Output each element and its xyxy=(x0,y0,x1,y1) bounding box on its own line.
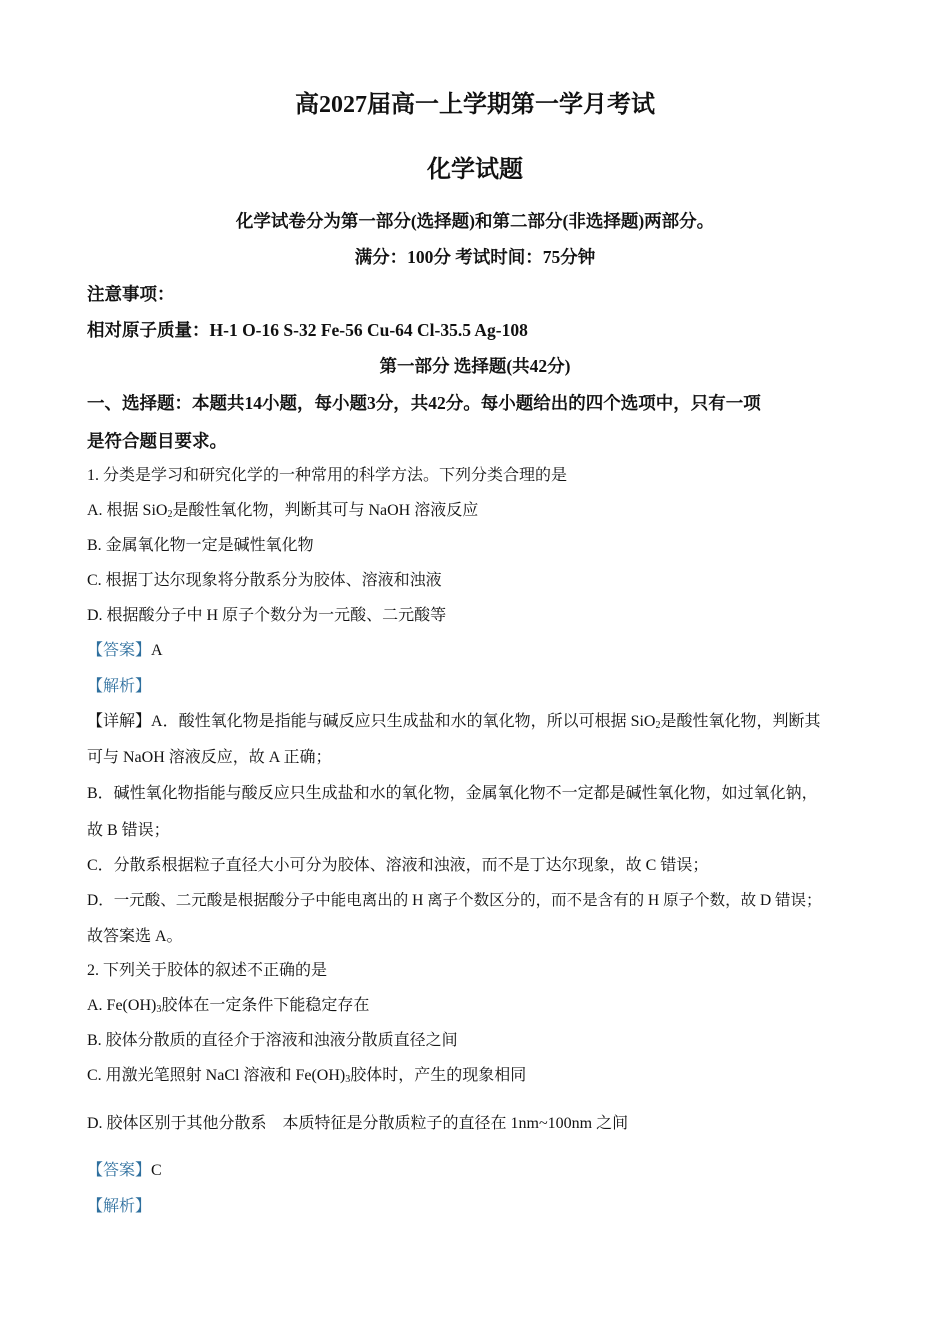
q1-detail-d: D．一元酸、二元酸是根据酸分子中能电离出的 H 离子个数区分的，而不是含有的 H 原子个数，故 D 错误； xyxy=(87,892,822,909)
q2-option-c-text-2: 胶体时，产生的现象相同 xyxy=(350,1067,527,1084)
q2-option-a xyxy=(87,996,870,1016)
exam-intro: 化学试卷分为第一部分(选择题)和第二部分(非选择题)两部分。 xyxy=(235,211,715,231)
q2-answer xyxy=(87,1161,870,1181)
notes-label: 注意事项： xyxy=(87,284,175,304)
q1-option-a-subscript: 2 xyxy=(167,509,173,520)
q2-option-a-text-2: 胶体在一定条件下能稳定存在 xyxy=(161,997,370,1014)
q1-option-a-text: A. 根据 SiO xyxy=(87,502,168,519)
part1-instruction-2: 是符合题目要求。 xyxy=(87,431,227,451)
q2-option-c-text: C. 用激光笔照射 NaCl 溶液和 Fe(OH) xyxy=(87,1067,346,1084)
detail-tag: 【详解】 xyxy=(87,713,152,730)
analysis-tag: 【解析】 xyxy=(87,678,152,695)
q2-option-c xyxy=(87,1066,870,1086)
analysis-tag: 【解析】 xyxy=(87,1198,152,1215)
atomic-mass: 相对原子质量：H-1 O-16 S-32 Fe-56 Cu-64 Cl-35.5 Ag-108 xyxy=(87,320,528,340)
answer-tag: 【答案】 xyxy=(87,1162,152,1179)
q2-option-d: D. 胶体区别于其他分散系 本质特征是分散质粒子的直径在 1nm~100nm 之间 xyxy=(87,1115,629,1132)
q1-answer xyxy=(87,641,870,661)
q1-answer-value: A xyxy=(151,642,163,659)
q1-conclusion: 故答案选 A。 xyxy=(87,928,183,945)
score-time: 满分：100分 考试时间：75分钟 xyxy=(354,247,596,267)
q2-answer-value: C xyxy=(151,1162,162,1179)
q1-detail-c: C．分散系根据粒子直径大小可分为胶体、溶液和浊液，而不是丁达尔现象，故 C 错误； xyxy=(87,857,709,874)
q1-detail-b-2: 故 B 错误； xyxy=(87,822,170,839)
part1-instruction-1: 一、选择题：本题共14小题，每小题3分，共42分。每小题给出的四个选项中，只有一项 xyxy=(87,393,761,413)
q1-detail-a-1 xyxy=(87,712,870,732)
q1-stem: 1. 分类是学习和研究化学的一种常用的科学方法。下列分类合理的是 xyxy=(87,467,568,484)
q1-analysis-tag xyxy=(87,677,870,697)
subject-title: 化学试题 xyxy=(427,157,523,183)
q2-option-b: B. 胶体分散质的直径介于溶液和浊液分散质直径之间 xyxy=(87,1032,458,1049)
q1-detail-a-2: 可与 NaOH 溶液反应，故 A 正确； xyxy=(87,749,332,766)
q2-analysis-tag xyxy=(87,1197,870,1217)
part1-title: 第一部分 选择题(共42分) xyxy=(379,356,571,376)
q1-option-a xyxy=(87,501,870,521)
q2-option-a-text: A. Fe(OH) xyxy=(87,997,157,1014)
q1-option-c: C. 根据丁达尔现象将分散系分为胶体、溶液和浊液 xyxy=(87,572,442,589)
q1-option-b: B. 金属氧化物一定是碱性氧化物 xyxy=(87,537,314,554)
q1-detail-a-subscript: 2 xyxy=(655,720,661,731)
q2-option-a-subscript: 3 xyxy=(156,1004,162,1015)
q2-stem: 2. 下列关于胶体的叙述不正确的是 xyxy=(87,962,328,979)
q1-detail-a-text-2: 是酸性氧化物，判断其 xyxy=(660,713,821,730)
q1-option-d: D. 根据酸分子中 H 原子个数分为一元酸、二元酸等 xyxy=(87,607,447,624)
q1-detail-a-text: A．酸性氧化物是指能与碱反应只生成盐和水的氧化物，所以可根据 SiO xyxy=(151,713,656,730)
exam-title: 高2027届高一上学期第一学月考试 xyxy=(295,92,655,118)
q2-option-c-subscript: 3 xyxy=(345,1074,351,1085)
q1-detail-b-1: B．碱性氧化物指能与酸反应只生成盐和水的氧化物，金属氧化物不一定都是碱性氧化物，如过氧化钠， xyxy=(87,785,818,802)
q1-option-a-text-2: 是酸性氧化物，判断其可与 NaOH 溶液反应 xyxy=(172,502,479,519)
answer-tag: 【答案】 xyxy=(87,642,152,659)
